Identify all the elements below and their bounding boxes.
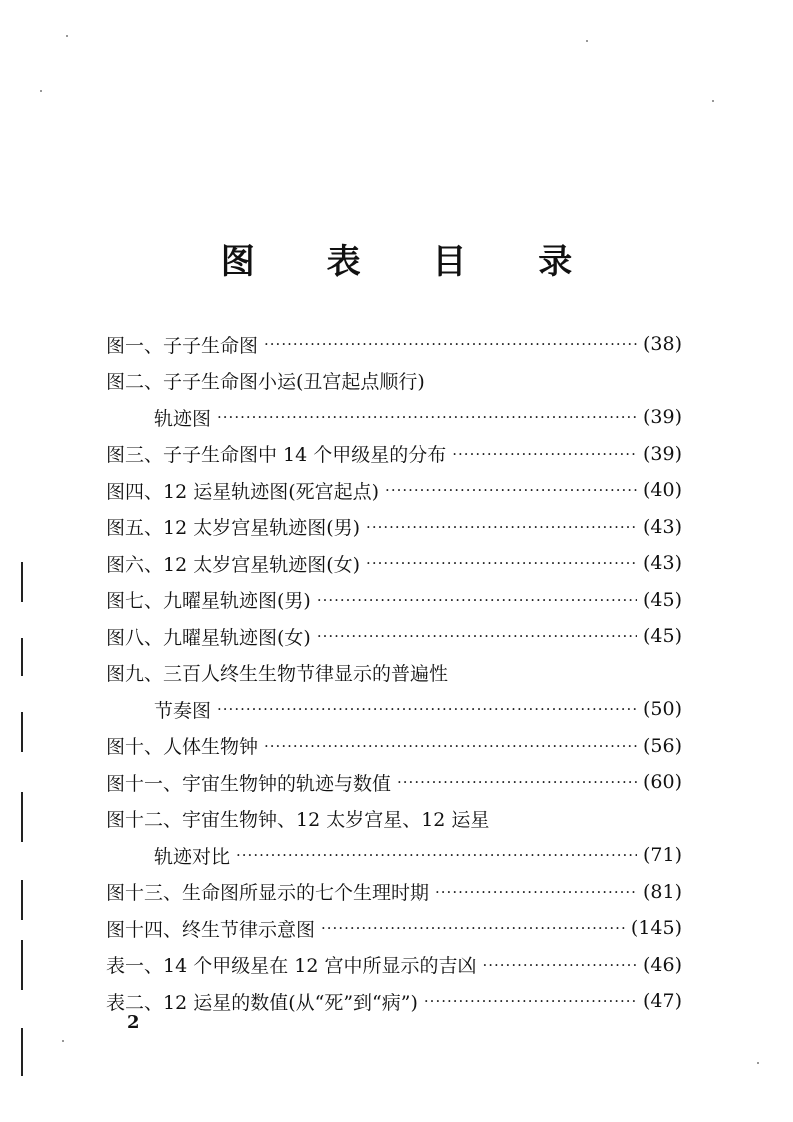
toc-entry-page: (145) <box>630 917 682 940</box>
toc-leader-dots <box>452 445 637 463</box>
toc-leader-dots <box>366 518 637 536</box>
scan-margin-mark <box>21 880 23 920</box>
toc-entry-page: (50) <box>642 698 682 721</box>
toc-entry <box>106 326 682 363</box>
scan-speck <box>62 1040 64 1042</box>
toc-entry-label: 轨迹图 <box>154 407 212 430</box>
toc-entry-label: 节奏图 <box>154 699 212 722</box>
toc-leader-dots <box>264 335 637 353</box>
toc-entry-page: (40) <box>642 479 682 502</box>
toc-entry-page: (38) <box>642 333 682 356</box>
toc-entry <box>106 764 682 801</box>
toc-entry <box>106 728 682 765</box>
toc-entry <box>106 837 682 874</box>
toc-entry-label: 图十二、宇宙生物钟、12 太岁宫星、12 运星 <box>106 809 490 832</box>
scan-margin-mark <box>21 562 23 602</box>
toc-entry-page: (43) <box>642 552 682 575</box>
toc-entry <box>106 983 682 1020</box>
toc-entry-label: 图八、九曜星轨迹图(女) <box>106 626 311 649</box>
toc-leader-dots <box>217 700 637 718</box>
scan-margin-mark <box>21 638 23 676</box>
toc-entry <box>106 436 682 473</box>
toc-leader-dots <box>435 883 637 901</box>
toc-entry-label: 表一、14 个甲级星在 12 宫中所显示的吉凶 <box>106 955 477 978</box>
toc-entry-page: (39) <box>642 406 682 429</box>
toc-entry-page: (45) <box>642 625 682 648</box>
page-number: 2 <box>127 1012 140 1033</box>
toc-entry-label: 图二、子子生命图小运(丑宫起点顺行) <box>106 371 425 394</box>
toc-entry-label: 轨迹对比 <box>154 845 231 868</box>
scan-speck <box>586 40 588 42</box>
scan-margin-mark <box>21 792 23 842</box>
toc-leader-dots <box>385 481 637 499</box>
toc-leader-dots <box>397 773 637 791</box>
toc-entry <box>106 582 682 619</box>
toc-entry-label: 图一、子子生命图 <box>106 334 259 357</box>
toc-leader-dots <box>424 992 637 1010</box>
toc-leader-dots <box>317 591 637 609</box>
toc-entry-page: (71) <box>642 844 682 867</box>
toc-entry-label: 图十三、生命图所显示的七个生理时期 <box>106 882 430 905</box>
toc-leader-dots <box>317 627 637 645</box>
toc-leader-dots <box>217 408 637 426</box>
toc-entry-label: 图十一、宇宙生物钟的轨迹与数值 <box>106 772 392 795</box>
toc-entry-page: (39) <box>642 442 682 465</box>
toc-entry-label: 图四、12 运星轨迹图(死宫起点) <box>106 480 380 503</box>
toc-leader-dots <box>482 956 637 974</box>
toc-leader-dots <box>366 554 637 572</box>
scan-margin-mark <box>21 712 23 752</box>
toc-entry-label: 图五、12 太岁宫星轨迹图(男) <box>106 517 361 540</box>
toc-leader-dots <box>236 846 637 864</box>
toc-entry <box>106 472 682 509</box>
toc-entry-page: (81) <box>642 880 682 903</box>
toc-entry <box>106 655 682 692</box>
toc-entry <box>106 910 682 947</box>
toc-entry <box>106 509 682 546</box>
toc-entry <box>106 801 682 838</box>
toc-entry <box>106 363 682 400</box>
toc-entry <box>106 691 682 728</box>
toc-entry-label: 图六、12 太岁宫星轨迹图(女) <box>106 553 361 576</box>
toc-entry-label: 图十、人体生物钟 <box>106 736 259 759</box>
toc-entry <box>106 399 682 436</box>
toc-entry <box>106 947 682 984</box>
toc-entry-page: (60) <box>642 771 682 794</box>
toc-entry-label: 图三、子子生命图中 14 个甲级星的分布 <box>106 444 447 467</box>
scan-speck <box>40 90 42 92</box>
toc-entry <box>106 874 682 911</box>
toc-entry <box>106 618 682 655</box>
toc-entry-label: 图十四、终生节律示意图 <box>106 918 316 941</box>
scan-speck <box>757 1062 759 1064</box>
page-title: 图 表 目 录 <box>220 242 603 282</box>
table-of-figures <box>106 326 682 1020</box>
scan-margin-mark <box>21 1028 23 1076</box>
toc-entry-page: (47) <box>642 990 682 1013</box>
toc-entry-page: (46) <box>642 953 682 976</box>
scan-speck <box>66 35 68 37</box>
scan-margin-mark <box>21 940 23 990</box>
toc-entry <box>106 545 682 582</box>
toc-leader-dots <box>321 919 625 937</box>
toc-entry-page: (56) <box>642 734 682 757</box>
toc-leader-dots <box>264 737 637 755</box>
scan-speck <box>712 100 714 102</box>
toc-entry-page: (43) <box>642 515 682 538</box>
toc-entry-label: 表二、12 运星的数值(从“死”到“病”) <box>106 991 418 1014</box>
toc-entry-page: (45) <box>642 588 682 611</box>
toc-entry-label: 图九、三百人终生生物节律显示的普遍性 <box>106 663 449 686</box>
toc-entry-label: 图七、九曜星轨迹图(男) <box>106 590 311 613</box>
